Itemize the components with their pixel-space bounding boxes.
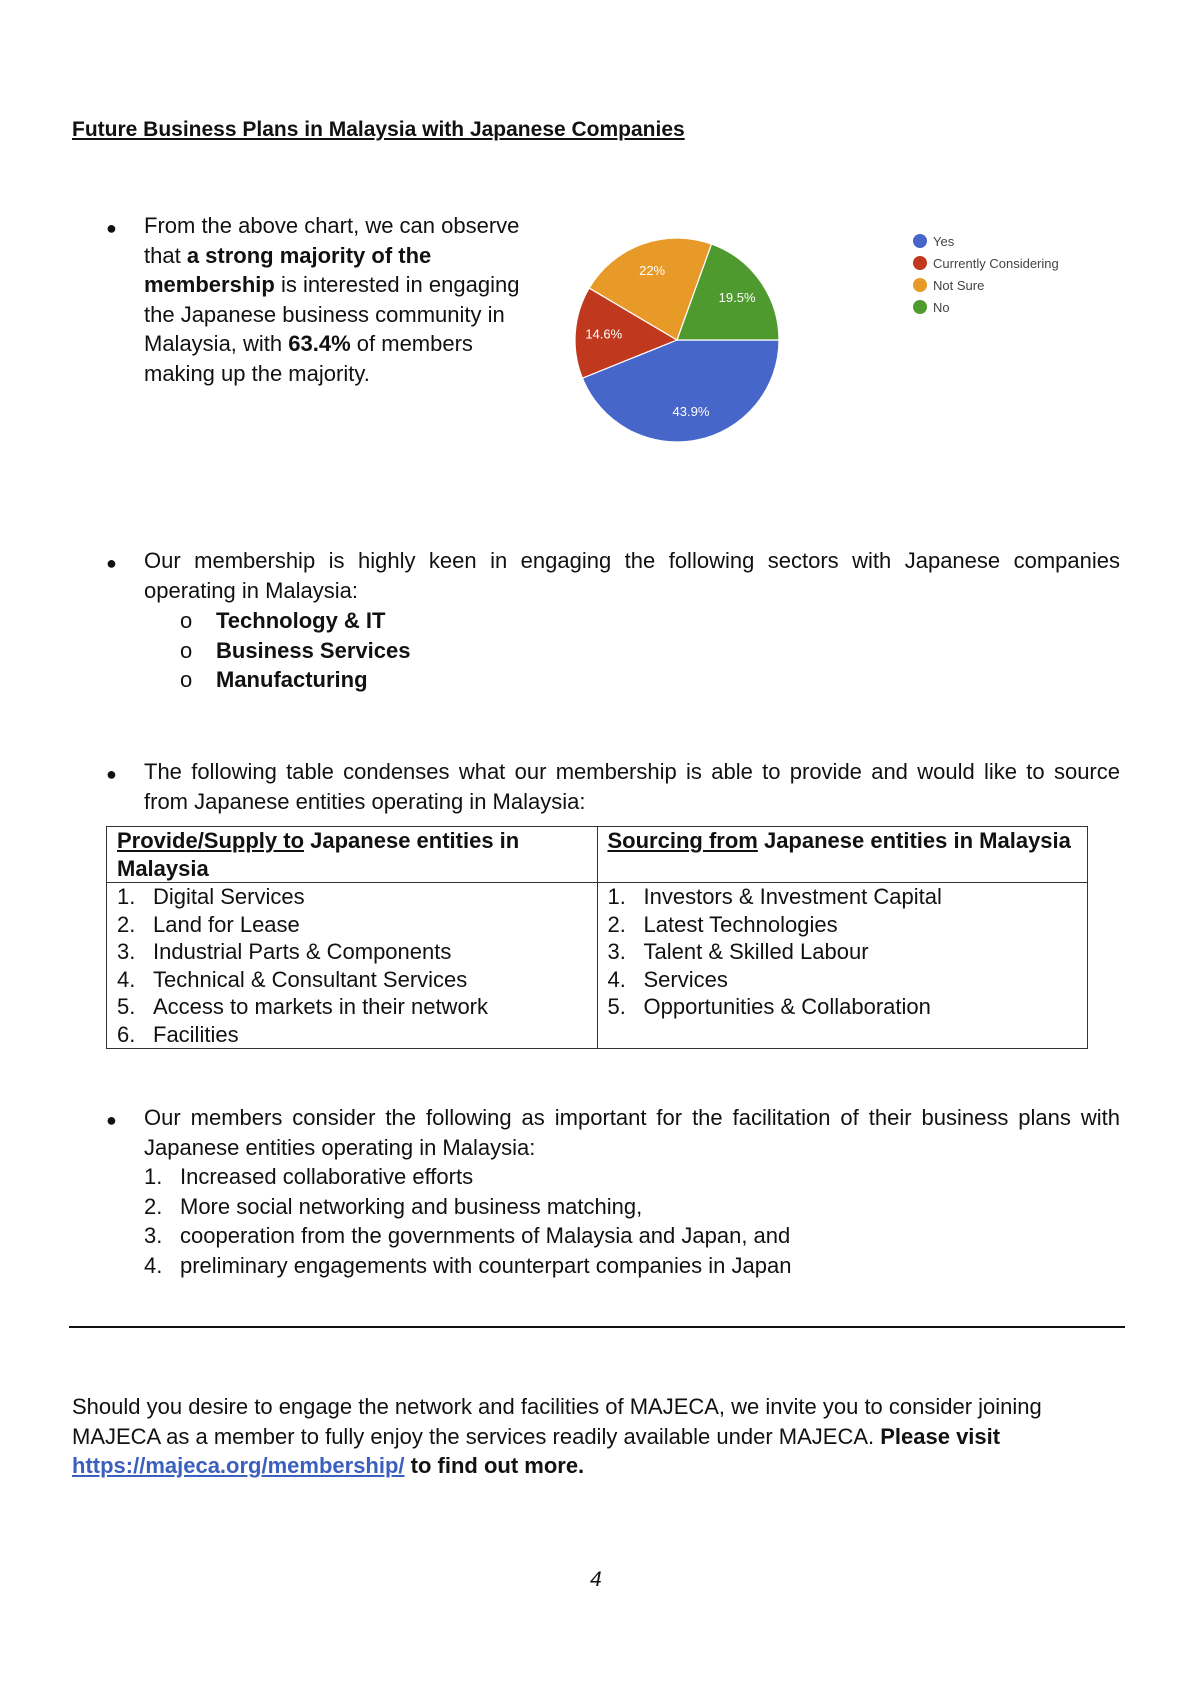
legend-swatch	[913, 256, 927, 270]
source-list	[597, 883, 1088, 1049]
list-item: 2. More social networking and business matching,	[144, 1193, 643, 1219]
page-number: 4	[590, 1568, 602, 1591]
chart-summary-paragraph: From the above chart, we can observe that a strong majority of the membership is interested in engaging the Japanese business community in Malaysia, with 63.4% of members making up the majority.	[144, 213, 520, 386]
facilitation-paragraph: Our members consider the following as important for the facilitation of their business plans with Japanese entities operating in Malaysia:	[144, 1105, 1120, 1160]
list-item: 1. Digital Services	[117, 884, 305, 909]
legend-label: Yes	[933, 234, 955, 249]
pie-value-label: 22%	[639, 262, 666, 278]
pie-value-label: 43.9%	[672, 404, 710, 420]
list-item: 3. Talent & Skilled Labour	[607, 939, 869, 964]
table-header-source: Sourcing from Japanese entities in Malaysia	[597, 827, 1088, 883]
list-item: 2. Latest Technologies	[607, 911, 838, 937]
sector-item: o Business Services	[180, 637, 411, 663]
list-item: 4. Technical & Consultant Services	[117, 966, 468, 992]
provide-list	[107, 883, 598, 1049]
membership-link[interactable]: https://majeca.org/membership/	[72, 1453, 405, 1478]
list-item: 1. Increased collaborative efforts	[144, 1164, 474, 1189]
section-title: Future Business Plans in Malaysia with Japanese Companies	[72, 118, 685, 141]
closing-paragraph: Should you desire to engage the network and facilities of MAJECA, we invite you to consider joining MAJECA as a member to fully enjoy the services readily available under MAJECA. Please visit https://majeca.org/membership/ to find out more.	[72, 1394, 1042, 1478]
table-header-row	[107, 827, 1088, 883]
legend-swatch	[913, 234, 927, 248]
list-item: 4. Services	[607, 966, 728, 992]
sector-item: o Technology & IT	[180, 608, 386, 633]
legend-swatch	[913, 300, 927, 314]
list-item: 5. Access to markets in their network	[117, 994, 489, 1019]
table-header-provide: Provide/Supply to Japanese entities in Malaysia	[107, 827, 598, 883]
facilitation-list	[144, 1162, 791, 1280]
provide-source-table	[106, 826, 1088, 1049]
sector-item: o Manufacturing	[180, 667, 368, 692]
horizontal-divider	[69, 1326, 1125, 1328]
list-item: 5. Opportunities & Collaboration	[607, 994, 931, 1019]
bullet-dot: ●	[106, 764, 117, 784]
pie-chart	[560, 220, 1120, 460]
legend-label: Not Sure	[933, 278, 985, 293]
list-item: 4. preliminary engagements with counterpart companies in Japan	[144, 1252, 792, 1278]
list-item: 3. Industrial Parts & Components	[117, 939, 452, 964]
list-item: 6. Facilities	[117, 1021, 239, 1047]
table-row	[107, 883, 1088, 1049]
list-item: 1. Investors & Investment Capital	[607, 884, 942, 909]
legend-label: Currently Considering	[933, 256, 1059, 271]
table-intro-paragraph: The following table condenses what our membership is able to provide and would like to source from Japanese entities operating in Malaysia:	[144, 759, 1120, 814]
sector-list	[180, 606, 410, 695]
bullet-dot: ●	[106, 1110, 117, 1130]
bullet-dot: ●	[106, 218, 117, 238]
bullet-dot: ●	[106, 553, 117, 573]
pie-value-label: 14.6%	[585, 326, 623, 342]
legend-label: No	[933, 300, 950, 315]
list-item: 2. Land for Lease	[117, 911, 300, 937]
list-item: 3. cooperation from the governments of Malaysia and Japan, and	[144, 1223, 791, 1248]
sectors-paragraph: Our membership is highly keen in engaging the following sectors with Japanese companies operating in Malaysia:	[144, 548, 1120, 603]
legend-swatch	[913, 278, 927, 292]
pie-value-label: 19.5%	[718, 289, 756, 305]
